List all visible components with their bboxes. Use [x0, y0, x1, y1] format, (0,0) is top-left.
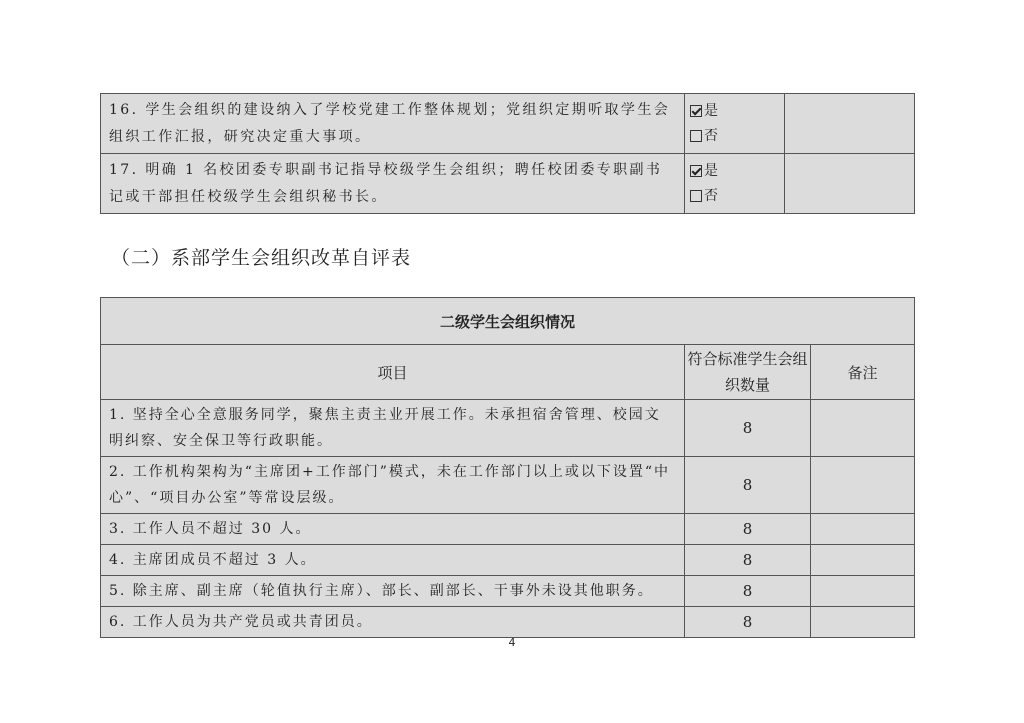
table-row — [101, 576, 915, 607]
column-header-item: 项目 — [101, 345, 685, 400]
option-yes-label: 是 — [704, 102, 718, 119]
empty-checkbox-icon[interactable] — [690, 130, 702, 142]
self-evaluation-table-school — [100, 93, 915, 214]
option-yes[interactable] — [690, 99, 779, 124]
checked-checkbox-icon[interactable] — [690, 165, 702, 177]
column-header-note: 备注 — [811, 345, 915, 400]
option-cell — [685, 154, 785, 214]
option-no[interactable] — [690, 184, 779, 209]
item-text: 16. 学生会组织的建设纳入了学校党建工作整体规划；党组织定期听取学生会组织工作汇报，研究决定重大事项。 — [101, 94, 685, 154]
count-cell: 8 — [685, 514, 811, 545]
item-text: 4. 主席团成员不超过 3 人。 — [101, 545, 685, 576]
table-row — [101, 400, 915, 457]
count-cell: 8 — [685, 576, 811, 607]
note-cell — [811, 457, 915, 514]
item-text: 5. 除主席、副主席（轮值执行主席）、部长、副部长、干事外未设其他职务。 — [101, 576, 685, 607]
table-title: 二级学生会组织情况 — [101, 298, 915, 345]
column-header-count: 符合标准学生会组织数量 — [685, 345, 811, 400]
option-no[interactable] — [690, 124, 779, 149]
note-cell — [811, 514, 915, 545]
item-text: 3. 工作人员不超过 30 人。 — [101, 514, 685, 545]
item-text: 17. 明确 1 名校团委专职副书记指导校级学生会组织；聘任校团委专职副书记或干部担任校级学生会组织秘书长。 — [101, 154, 685, 214]
table-row — [101, 154, 915, 214]
note-cell — [811, 607, 915, 638]
count-cell: 8 — [685, 457, 811, 514]
page-number: 4 — [508, 636, 516, 649]
item-text: 6. 工作人员为共产党员或共青团员。 — [101, 607, 685, 638]
table-row — [101, 545, 915, 576]
section-title: （二）系部学生会组织改革自评表 — [111, 247, 412, 269]
table-header-row — [101, 345, 915, 400]
count-cell: 8 — [685, 545, 811, 576]
option-cell — [685, 94, 785, 154]
note-cell — [811, 400, 915, 457]
checked-checkbox-icon[interactable] — [690, 105, 702, 117]
count-cell: 8 — [685, 400, 811, 457]
table-row — [101, 457, 915, 514]
option-yes[interactable] — [690, 159, 779, 184]
note-cell — [785, 94, 915, 154]
table-row — [101, 514, 915, 545]
note-cell — [785, 154, 915, 214]
self-evaluation-table-department — [100, 297, 915, 638]
option-no-label: 否 — [704, 187, 718, 204]
item-text: 2. 工作机构架构为“主席团+工作部门”模式，未在工作部门以上或以下设置“中心”、“项目办公室”等常设层级。 — [101, 457, 685, 514]
note-cell — [811, 576, 915, 607]
option-no-label: 否 — [704, 127, 718, 144]
empty-checkbox-icon[interactable] — [690, 190, 702, 202]
table-row — [101, 607, 915, 638]
count-cell: 8 — [685, 607, 811, 638]
item-text: 1. 坚持全心全意服务同学，聚焦主责主业开展工作。未承担宿舍管理、校园文明纠察、安全保卫等行政职能。 — [101, 400, 685, 457]
note-cell — [811, 545, 915, 576]
table-title-row — [101, 298, 915, 345]
table-row — [101, 94, 915, 154]
option-yes-label: 是 — [704, 162, 718, 179]
